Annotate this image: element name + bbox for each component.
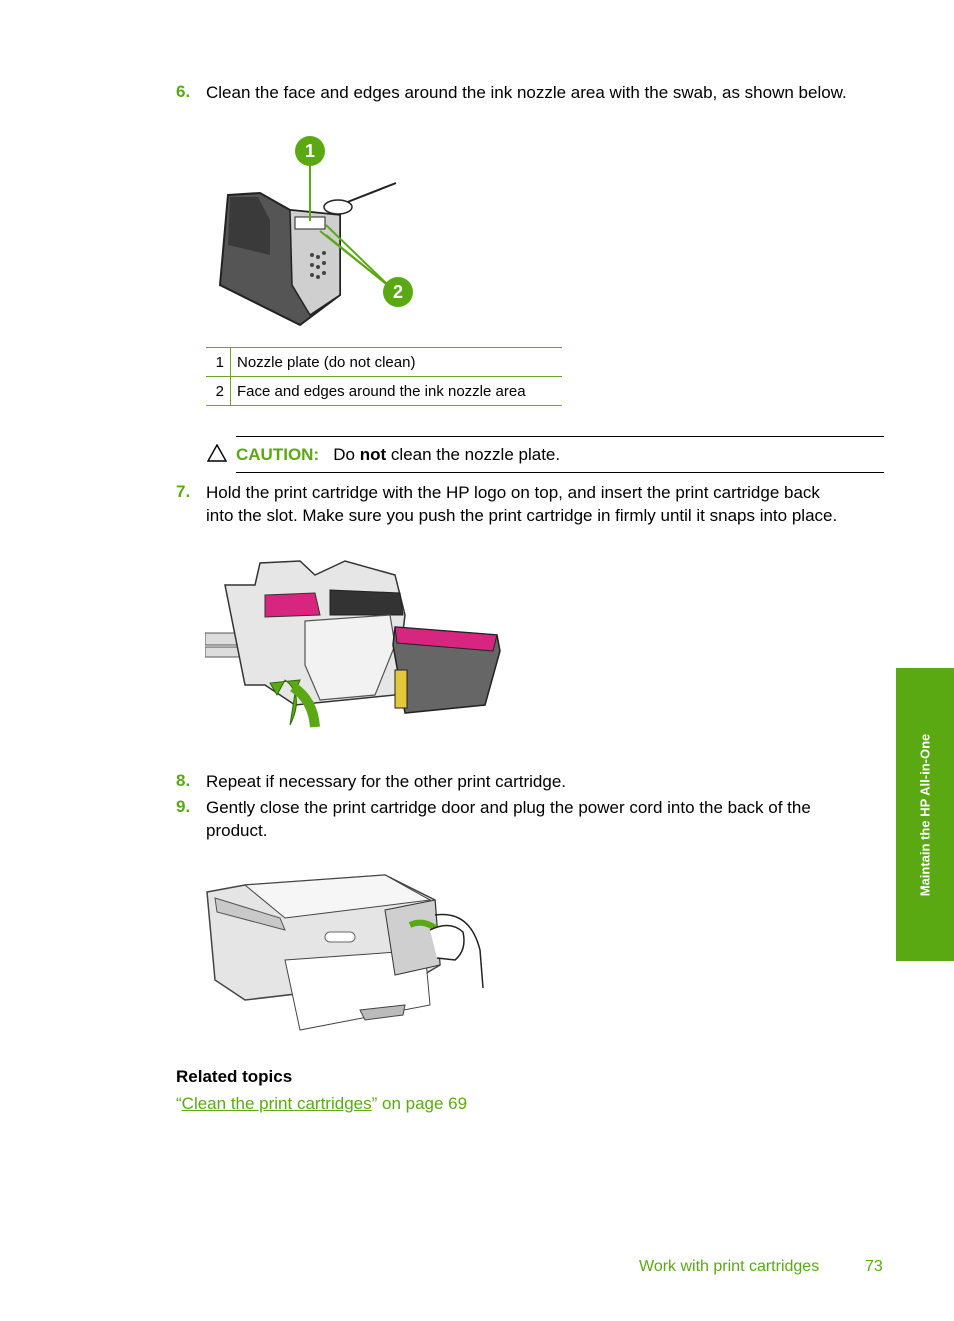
side-tab-label: Maintain the HP All-in-One	[917, 733, 933, 896]
step-9-line-2: product.	[206, 821, 268, 840]
chapter-side-tab	[896, 668, 954, 961]
footer-section-title: Work with print cartridges	[639, 1258, 820, 1275]
step-9-text	[206, 796, 896, 842]
step-9-line-1: Gently close the print cartridge door and plug the power cord into the back of the	[206, 798, 811, 817]
footer-page-number: 73	[865, 1258, 883, 1275]
warning-triangle-icon	[207, 444, 227, 462]
step-7-line-2: into the slot. Make sure you push the print cartridge in firmly until it snaps into place.	[206, 506, 838, 525]
step-6-number: 6.	[176, 82, 191, 101]
insert-cartridge-illustration	[205, 555, 505, 735]
printer-close-door-illustration	[205, 870, 490, 1040]
step-7-number: 7.	[176, 482, 191, 501]
legend-label: Face and edges around the ink nozzle area	[231, 377, 563, 406]
table-row	[206, 348, 562, 377]
caution-top-rule	[236, 436, 884, 437]
legend-label: Nozzle plate (do not clean)	[231, 348, 563, 377]
callout-2: 2	[383, 277, 413, 307]
related-topic-item	[176, 1094, 467, 1114]
table-row	[206, 377, 562, 406]
quote-open: “	[176, 1094, 182, 1113]
caution-post: clean the nozzle plate.	[390, 445, 561, 464]
caution-text	[236, 443, 560, 466]
clean-cartridges-link[interactable]: Clean the print cartridges	[181, 1094, 372, 1113]
caution-label: CAUTION:	[236, 445, 320, 464]
step-9-number: 9.	[176, 797, 191, 816]
step-6-text: Clean the face and edges around the ink nozzle area with the swab, as shown below.	[206, 83, 847, 102]
callout-1: 1	[295, 136, 325, 166]
caution-bottom-rule	[236, 472, 884, 473]
caution-pre: Do	[333, 445, 356, 464]
step-8-number: 8.	[176, 771, 191, 790]
step-7-line-1: Hold the print cartridge with the HP logo on top, and insert the print cartridge back	[206, 483, 820, 502]
step-7-text	[206, 481, 896, 527]
step-8-text: Repeat if necessary for the other print cartridge.	[206, 772, 567, 791]
caution-bold: not	[359, 445, 387, 464]
legend-number: 2	[206, 377, 231, 406]
related-topics-heading: Related topics	[176, 1067, 293, 1086]
page-ref: ” on page 69	[371, 1094, 468, 1113]
legend-table	[206, 347, 562, 406]
legend-number: 1	[206, 348, 231, 377]
